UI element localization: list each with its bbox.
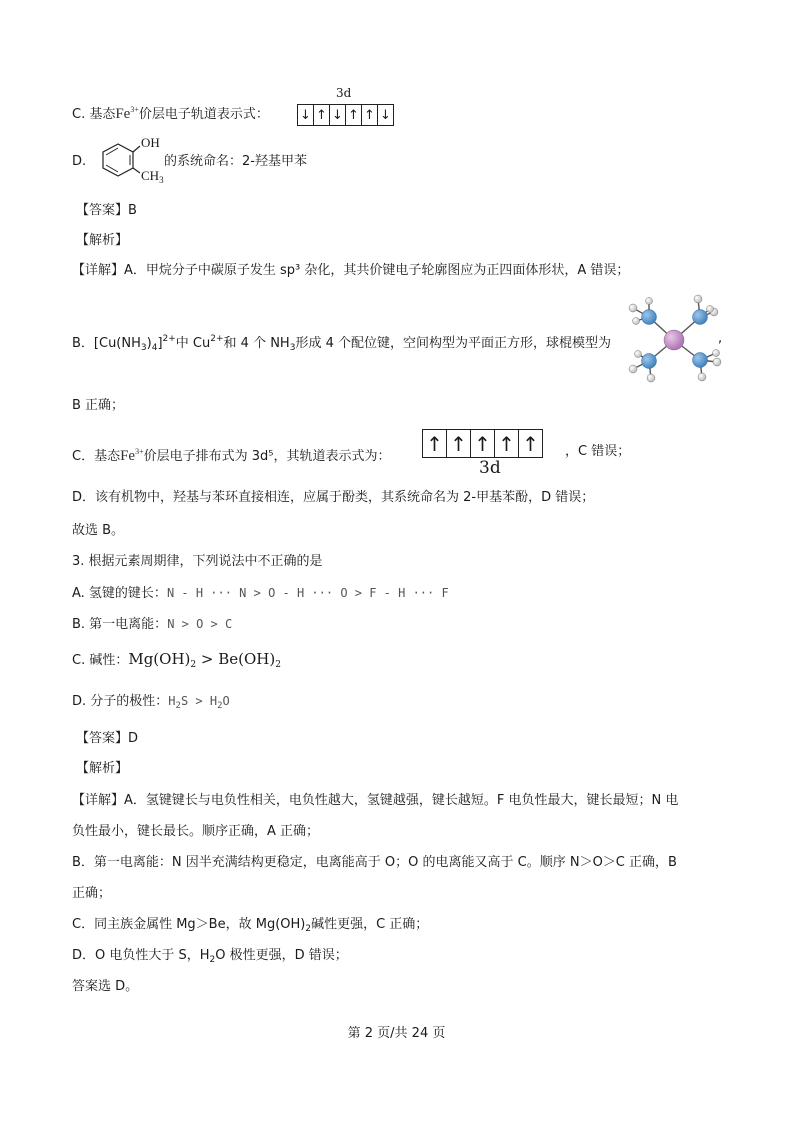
subscript: 2 (217, 701, 223, 711)
text: 和 4 个 NH (223, 336, 290, 351)
q3-option-d (72, 692, 230, 715)
q3-detail-d (72, 947, 348, 969)
fe-ion (120, 448, 144, 464)
ch3-subscript: 3 (159, 175, 164, 185)
orbital-label-small: 3d (336, 86, 352, 100)
option-formula (128, 650, 281, 668)
ch3-text: CH (141, 168, 160, 183)
q2-detail-a: 【详解】A．甲烷分子中碳原子发生 sp³ 杂化，其共价键电子轮廓图应为正四面体形状，A 错误； (72, 263, 630, 278)
spin-arrow: ↑ (522, 431, 539, 456)
operator: > (196, 650, 219, 668)
orbital-box (298, 105, 314, 125)
formula-part: H (168, 694, 176, 708)
q3-detail-b2: 正确； (72, 886, 112, 901)
spin-arrow: ↑ (474, 431, 491, 456)
spin-arrow: ↑ (364, 107, 375, 123)
q3-stem: 3. 根据元素周期律，下列说法中不正确的是 (72, 554, 323, 569)
q3-option-a (72, 584, 449, 603)
q3-analysis-header: 【解析】 (76, 761, 129, 776)
fe-symbol: Fe (120, 448, 136, 464)
q2-detail-b-comma: , (718, 331, 723, 346)
option-formula (168, 694, 230, 711)
q3-detail-b1: B．第一电离能：N 因半充满结构更稳定，电离能高于 O；O 的电离能又高于 C。顺序 N＞O＞C 正确，B (72, 855, 677, 870)
spin-arrow: ↑ (450, 431, 467, 456)
q3-answer: 【答案】D (76, 731, 139, 746)
q2-detail-b-continuation: B 正确； (72, 398, 125, 413)
orbital-box (447, 430, 471, 457)
option-formula: N > O > C (167, 617, 233, 631)
option-label: B. 第一电离能： (72, 617, 168, 632)
fe-symbol: Fe (115, 106, 131, 122)
q3-option-c (72, 650, 281, 674)
orbital-box (423, 430, 447, 457)
subscript: 2 (275, 660, 281, 670)
text: 碱性更强，C 正确； (311, 917, 429, 932)
q2-answer: 【答案】B (76, 203, 137, 218)
text: 价层电子排布式为 3d⁵，其轨道表示式为： (143, 449, 391, 464)
orbital-box (346, 105, 362, 125)
q2-detail-b (72, 330, 611, 357)
superscript: 2+ (162, 334, 176, 344)
subscript: 2 (190, 660, 197, 670)
text: B．[Cu(NH (72, 336, 141, 351)
orbital-box (330, 105, 346, 125)
text: 形成 4 个配位键，空间构型为平面正方形，球棍模型为 (295, 336, 611, 351)
orbital-box (471, 430, 495, 457)
q2-option-c (72, 101, 269, 124)
q2-option-d-suffix: 的系统命名：2-羟基甲苯 (164, 154, 307, 169)
spin-arrow: ↑ (316, 107, 327, 123)
ball-and-stick-model (622, 290, 726, 390)
subscript: 4 (151, 343, 158, 353)
text: C．同主族金属性 Mg＞Be，故 Mg(OH) (72, 917, 306, 932)
text: 中 Cu (175, 336, 211, 351)
formula-part: Be(OH) (218, 650, 276, 668)
text: O 极性更强，D 错误； (215, 948, 348, 963)
formula-part: O (222, 694, 230, 708)
q2-detail-d: D．该有机物中，羟基与苯环直接相连，应属于酚类，其系统命名为 2-甲基苯酚，D 错误； (72, 490, 595, 505)
subscript: 2 (305, 924, 312, 934)
option-formula: N - H ··· N > O - H ··· O > F - H ··· F (166, 586, 449, 600)
q2-analysis-header: 【解析】 (76, 233, 129, 248)
orbital-box (378, 105, 393, 125)
orbital-box (362, 105, 378, 125)
fe-charge: 3+ (135, 447, 144, 456)
formula-part: S > H (180, 694, 218, 708)
subscript: 2 (209, 955, 216, 965)
orbital-diagram-small (297, 104, 394, 126)
spin-arrow: ↓ (332, 107, 343, 123)
orbital-box (314, 105, 330, 125)
oh-label: OH (141, 135, 160, 150)
q2-option-d-label: D. (72, 154, 87, 169)
q3-detail-c (72, 916, 428, 938)
q2-conclusion: 故选 B。 (72, 523, 125, 538)
spin-arrow: ↓ (300, 107, 311, 123)
formula-part: Mg(OH) (128, 650, 191, 668)
orbital-diagram-large (422, 429, 543, 458)
text: D．O 电负性大于 S，H (72, 948, 210, 963)
subscript: 3 (140, 343, 147, 353)
spin-arrow: ↑ (426, 431, 443, 456)
option-label: C. 碱性： (72, 653, 129, 668)
spin-arrow: ↓ (380, 107, 391, 123)
option-label: A. 氢键的键长： (72, 586, 167, 601)
orbital-label-large: 3d (479, 458, 501, 478)
orbital-box (495, 430, 519, 457)
fe-ion (115, 106, 139, 122)
q3-detail-a1: 【详解】A．氢键键长与电负性相关，电负性越大，氢键越强，键长越短。F 电负性最大，键长最短；N 电 (72, 793, 679, 808)
text: C．基态 (72, 449, 121, 464)
spin-arrow: ↑ (348, 107, 359, 123)
q2-detail-c (72, 443, 390, 466)
option-label: D. 分子的极性： (72, 694, 169, 709)
page-footer: 第 2 页/共 24 页 (347, 1026, 446, 1041)
q3-option-b (72, 615, 232, 634)
superscript: 2+ (210, 334, 224, 344)
option-c-suffix: 价层电子轨道表示式： (138, 107, 269, 122)
fe-charge: 3+ (130, 105, 139, 114)
q3-detail-a2: 负性最小，键长最长。顺序正确，A 正确； (72, 824, 320, 839)
text: ] (157, 336, 163, 351)
spin-arrow: ↑ (498, 431, 515, 456)
orbital-box (519, 430, 542, 457)
subscript: 3 (289, 343, 296, 353)
q2-detail-c-suffix: ，C 错误； (565, 444, 631, 459)
subscript: 2 (175, 701, 181, 711)
ch3-label (141, 168, 164, 185)
text: ) (146, 336, 152, 351)
option-c-prefix: C. 基态 (72, 107, 116, 122)
q3-conclusion: 答案选 D。 (72, 979, 139, 994)
